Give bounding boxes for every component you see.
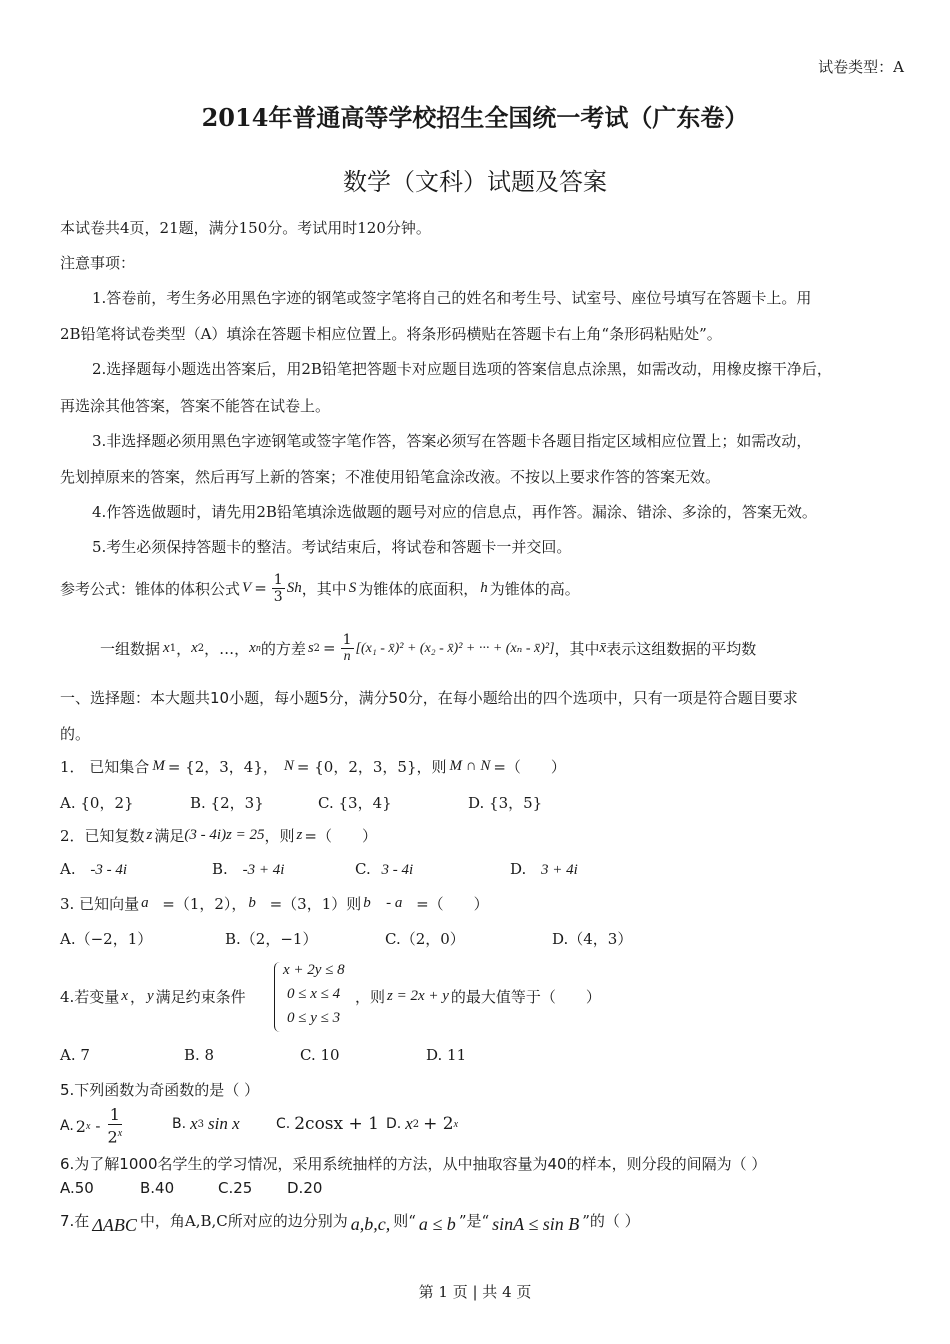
q1-option-d: D. {3，5}: [468, 794, 543, 812]
q5-option-a-den-base: 2: [107, 1127, 118, 1147]
ref-sh: Sh: [286, 579, 302, 596]
notes-heading: 注意事项：: [60, 254, 136, 272]
q5-option-b-label: B.: [172, 1116, 187, 1132]
q4-option-b: B. 8: [184, 1046, 215, 1064]
q1-set-n-value: = {0，2，3，5}，则: [296, 758, 447, 776]
q4-mid: 满足约束条件: [155, 988, 246, 1006]
q5-option-a-den: [108, 1125, 123, 1146]
q2-option-a: [60, 860, 127, 879]
q5-option-b-tail: sin x: [207, 1114, 240, 1133]
question-6-stem: 6.为了解1000名学生的学习情况，采用系统抽样的方法，从中抽取容量为40的样本，则分段的间隔为（ ）: [60, 1155, 767, 1173]
q1-set-m-value: = {2，3，4}，: [167, 758, 278, 776]
ref-v: V: [242, 579, 252, 596]
q2-equation: (3 - 4i)z = 25: [184, 827, 265, 843]
reference-formula-volume: [60, 568, 580, 608]
note-3-line-1: 3.非选择题必须用黑色字迹钢笔或签字笔作答，答案必须写在答题卡各题目指定区域相应位置上；如需改动，: [92, 432, 812, 450]
question-1-stem: [60, 756, 566, 777]
var-xn: x: [249, 639, 256, 656]
q5-option-d: [386, 1114, 458, 1134]
q5-option-a-minus: -: [95, 1117, 101, 1135]
note-3-line-2: 先划掉原来的答案，然后再写上新的答案；不准使用铅笔盒涂改液。不按以上要求作答的答案无效。: [60, 468, 721, 486]
q4-y: y: [147, 988, 154, 1004]
q5-option-d-plus: + 2: [423, 1114, 454, 1134]
q5-option-a-fraction: [108, 1106, 123, 1146]
var-mid-2: ，其中: [554, 639, 600, 658]
q5-option-a-base: 2: [75, 1116, 86, 1136]
q4-option-c: C. 10: [300, 1046, 340, 1064]
var-s: s: [307, 639, 314, 656]
note-4: 4.作答选做题时，请先用2B铅笔填涂选做题的题号对应的信息点，再作答。漏涂、错涂、多涂的，答案无效。: [92, 503, 817, 521]
q2-option-d: [510, 860, 578, 879]
var-fraction-num: 1: [342, 631, 352, 648]
q5-option-c-label: C.: [276, 1116, 291, 1132]
note-2-line-2: 再选涂其他答案，答案不能答在试卷上。: [60, 397, 331, 415]
q3-vector-a: a⃗: [141, 895, 161, 911]
var-sub-n: n: [255, 642, 261, 654]
q6-option-c: C.25: [218, 1179, 253, 1197]
q4-option-d: D. 11: [426, 1046, 467, 1064]
q4-constraint-2: 0 ≤ x ≤ 4: [287, 986, 341, 1002]
q4-constraint-brace: [274, 962, 281, 1032]
ref-h: h: [480, 579, 488, 596]
q2-option-c-label: C.: [355, 860, 371, 878]
reference-formula-variance: [100, 626, 756, 670]
var-dots: ，…，: [204, 639, 250, 658]
q2-option-c-value: 3 - 4i: [381, 862, 414, 878]
var-sub-1: 1: [169, 642, 177, 654]
q4-constraint-3: 0 ≤ y ≤ 3: [287, 1010, 341, 1026]
q2-z-2: z: [296, 827, 303, 843]
var-prefix: 一组数据: [100, 639, 161, 658]
question-5-stem: 5.下列函数为奇函数的是（ ）: [60, 1081, 260, 1099]
var-fraction-den: n: [343, 648, 351, 664]
q1-set-m: M: [152, 758, 165, 774]
ref-end: 为锥体的高。: [489, 579, 580, 598]
q7-tail: ”的（ ）: [582, 1211, 640, 1230]
q7-triangle: ΔABC: [92, 1214, 137, 1235]
var-fraction: [341, 632, 354, 665]
q2-option-a-label: A.: [60, 860, 76, 878]
q2-option-d-label: D.: [510, 860, 527, 878]
var-x2: x: [191, 639, 198, 656]
q3-option-b: B.（2，−1）: [225, 930, 318, 948]
ref-fraction: [272, 572, 285, 605]
q5-option-a-sup: x: [85, 1120, 91, 1132]
q2-stem-text: 2．已知复数: [60, 827, 145, 845]
section-1-heading-line-2: 的。: [60, 725, 91, 743]
q7-then: 则“: [393, 1211, 416, 1230]
q4-then: ，则: [355, 988, 386, 1006]
question-4-stem-left: [60, 986, 246, 1007]
question-3-stem: [60, 893, 489, 914]
q5-option-d-label: D.: [386, 1116, 402, 1132]
q6-option-a: A.50: [60, 1179, 94, 1197]
note-2-line-1: 2.选择题每小题选出答案后，用2B铅笔把答题卡对应题目选项的答案信息点涂黑，如需改动，用橡皮擦干净后，: [92, 360, 832, 378]
q5-option-d-base: x: [405, 1114, 413, 1133]
var-mid: 的方差: [260, 639, 306, 658]
q2-option-a-value: -3 - 4i: [90, 862, 128, 878]
question-4-stem-right: [355, 986, 601, 1007]
q4-tail: 的最大值等于（ ）: [450, 988, 601, 1006]
q5-option-d-sup: 2: [412, 1118, 420, 1130]
q3-vector-a-value: =（1，2），: [162, 895, 247, 913]
q5-option-c: [276, 1114, 379, 1134]
q4-constraint-1: x + 2y ≤ 8: [283, 962, 345, 978]
ref-prefix: 参考公式：锥体的体积公式: [60, 579, 241, 598]
q1-expression: M ∩ N: [449, 758, 491, 774]
q4-objective: z = 2x + y: [387, 988, 449, 1004]
q3-vector-b: b⃗: [248, 895, 268, 911]
q3-expression: b⃗ - a⃗: [363, 895, 415, 911]
var-end: 表示这组数据的平均数: [606, 639, 757, 658]
q2-z: z: [146, 827, 153, 843]
q7-is: ”是“: [458, 1211, 490, 1230]
q1-stem-text: 1． 已知集合: [60, 758, 150, 776]
question-7-stem: [60, 1203, 640, 1237]
q3-option-a: A.（−2，1）: [60, 930, 153, 948]
q3-stem-text: 3. 已知向量: [60, 895, 140, 913]
q2-mid: 满足: [154, 827, 185, 845]
question-2-stem: [60, 825, 377, 846]
q4-option-a: A. 7: [60, 1046, 90, 1064]
section-1-heading-line-1: 一、选择题：本大题共10小题，每小题5分，满分50分，在每小题给出的四个选项中，只有一项是符合题目要求: [60, 689, 798, 707]
q5-option-a: [60, 1104, 124, 1148]
q2-option-b: [212, 860, 284, 879]
q5-option-a-num: 1: [109, 1104, 120, 1124]
q7-mid: 中，角A,B,C所对应的边分别为: [139, 1211, 348, 1230]
ref-mid-2: 为锥体的底面积，: [358, 579, 479, 598]
q2-tail: =（ ）: [304, 827, 377, 845]
q1-option-b: B. {2，3}: [190, 794, 264, 812]
paper-type-label: 试卷类型：A: [818, 58, 904, 76]
q5-option-c-expr: 2cosx + 1: [294, 1114, 379, 1134]
var-x1: x: [163, 639, 170, 656]
q2-option-c: [355, 860, 413, 879]
q7-condition-1: a ≤ b: [418, 1213, 456, 1234]
note-1-line-2: 2B铅笔将试卷类型（A）填涂在答题卡相应位置上。将条形码横贴在答题卡右上角“条形码粘贴处”。: [60, 325, 722, 343]
var-xbar: x̄: [599, 639, 607, 656]
q1-option-c: C. {3，4}: [318, 794, 392, 812]
q6-option-b: B.40: [140, 1179, 175, 1197]
var-eq: =: [323, 639, 336, 657]
q6-option-d: D.20: [287, 1179, 323, 1197]
ref-fraction-den: 3: [273, 588, 283, 605]
var-sup-2: 2: [313, 642, 321, 654]
page-footer: 第 1 页 | 共 4 页: [418, 1283, 532, 1301]
q2-option-b-label: B.: [212, 860, 228, 878]
q2-option-b-value: -3 + 4i: [242, 862, 285, 878]
q3-vector-b-value: =（3，1）则: [269, 895, 362, 913]
q1-set-n: N: [283, 758, 294, 774]
var-body: [(x₁ - x̄)² + (x₂ - x̄)² + ··· + (xₙ - x̄)²]: [355, 640, 555, 656]
note-5: 5.考生必须保持答题卡的整洁。考试结束后，将试卷和答题卡一并交回。: [92, 538, 572, 556]
q4-comma: ，: [129, 988, 145, 1006]
exam-subtitle: 数学（文科）试题及答案: [343, 168, 607, 196]
q7-sides: a,b,c,: [350, 1213, 391, 1234]
q2-mid-2: ，则: [264, 827, 295, 845]
q5-option-a-den-sup: x: [117, 1127, 123, 1139]
q3-tail: =（ ）: [416, 895, 489, 913]
note-1-line-1: 1.答卷前，考生务必用黑色字迹的钢笔或签字笔将自己的姓名和考生号、试室号、座位号填写在答题卡上。用: [92, 289, 812, 307]
exam-summary: 本试卷共4页，21题，满分150分。考试用时120分钟。: [60, 219, 431, 237]
q1-option-a: A. {0，2}: [60, 794, 134, 812]
q4-stem-text: 4.若变量: [60, 988, 120, 1006]
q5-option-b-sup: 3: [197, 1118, 204, 1130]
q3-option-c: C.（2，0）: [385, 930, 465, 948]
ref-mid-1: ，其中: [301, 579, 347, 598]
q4-x: x: [121, 988, 128, 1004]
q7-condition-2: sinA ≤ sin B: [492, 1213, 580, 1234]
q5-option-d-sup-2: x: [453, 1118, 459, 1130]
ref-s: S: [348, 579, 357, 596]
ref-fraction-num: 1: [273, 571, 283, 588]
q3-option-d: D.（4，3）: [552, 930, 633, 948]
q5-option-b: [172, 1114, 240, 1134]
exam-title: 2014年普通高等学校招生全国统一考试（广东卷）: [201, 103, 749, 132]
q1-tail: =（ ）: [493, 758, 566, 776]
var-sub-2: 2: [197, 642, 205, 654]
var-comma-1: ，: [176, 639, 192, 658]
q5-option-a-label: A.: [60, 1118, 74, 1134]
q7-stem-text: 7.在: [60, 1211, 90, 1230]
q5-option-b-base: x: [190, 1114, 198, 1133]
ref-eq: =: [254, 579, 267, 597]
q2-option-d-value: 3 + 4i: [541, 862, 578, 878]
